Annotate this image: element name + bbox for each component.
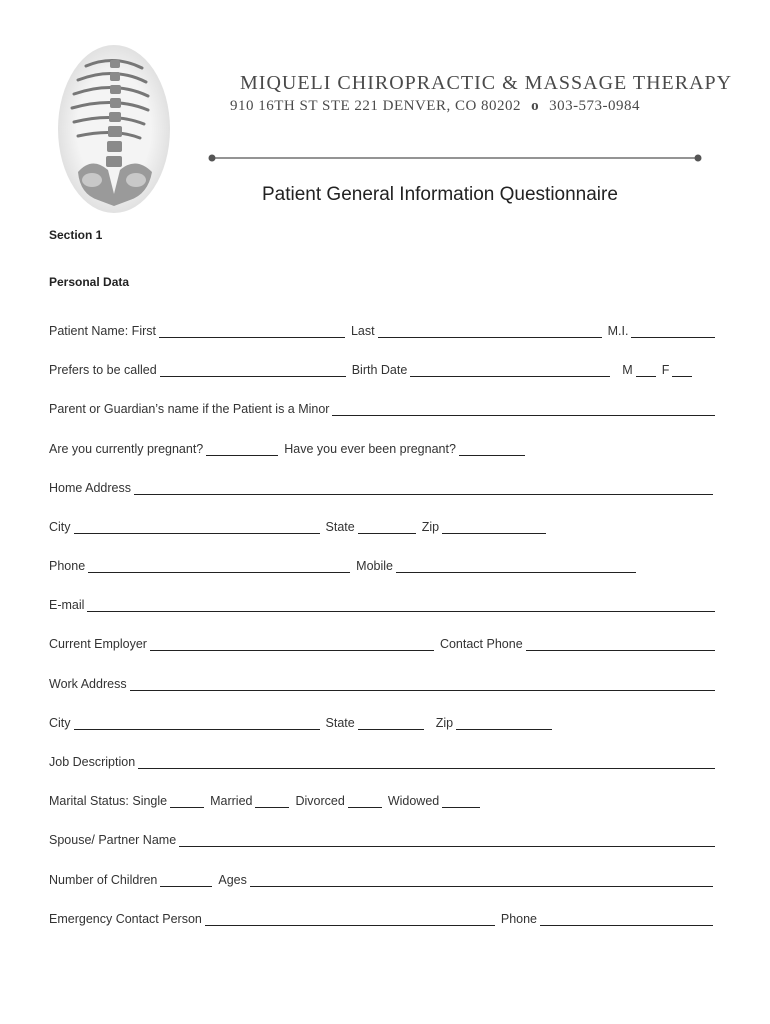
birth-date-label: Birth Date — [351, 363, 408, 377]
work-city-label: City — [49, 716, 71, 730]
emergency-label: Emergency Contact Person — [49, 912, 202, 926]
guardian-label: Parent or Guardian’s name if the Patient is a Minor — [49, 402, 330, 416]
ages-label: Ages — [218, 873, 247, 887]
marital-single-label: Marital Status: Single — [49, 794, 168, 808]
email-label: E-mail — [49, 598, 85, 612]
work-city-state-zip-row — [49, 712, 717, 730]
job-description-field[interactable] — [138, 755, 715, 769]
home-address-row — [49, 477, 717, 495]
patient-name-row — [49, 320, 717, 338]
spouse-label: Spouse/ Partner Name — [49, 833, 177, 847]
clinic-name: MIQUELI CHIROPRACTIC & MASSAGE THERAPY — [240, 72, 733, 94]
header-divider — [208, 154, 702, 162]
ages-field[interactable] — [250, 873, 713, 887]
clinic-phone: 303-573-0984 — [549, 98, 641, 114]
widowed-label: Widowed — [387, 794, 440, 808]
last-name-field[interactable] — [378, 324, 602, 338]
phone-field[interactable] — [88, 559, 350, 573]
separator-dot: o — [531, 98, 540, 114]
prefers-label: Prefers to be called — [49, 363, 157, 377]
guardian-row — [49, 398, 717, 416]
spouse-row — [49, 829, 717, 847]
work-address-row — [49, 673, 717, 691]
pregnant-now-field[interactable] — [206, 442, 278, 456]
employer-row — [49, 633, 717, 651]
last-name-label: Last — [350, 324, 375, 338]
sex-f-label: F — [661, 363, 670, 377]
emergency-row — [49, 908, 717, 926]
zip-label: Zip — [421, 520, 440, 534]
mobile-field[interactable] — [396, 559, 636, 573]
city-field[interactable] — [74, 520, 320, 534]
subsection-heading: Personal Data — [49, 275, 130, 289]
middle-initial-field[interactable] — [631, 324, 715, 338]
first-name-field[interactable] — [159, 324, 345, 338]
pregnant-ever-label: Have you ever been pregnant? — [284, 442, 456, 456]
email-row — [49, 594, 717, 612]
prefers-row — [49, 359, 717, 377]
prefers-field[interactable] — [160, 363, 346, 377]
married-label: Married — [210, 794, 253, 808]
work-state-label: State — [325, 716, 355, 730]
employer-field[interactable] — [150, 637, 434, 651]
email-field[interactable] — [87, 598, 715, 612]
home-address-label: Home Address — [49, 481, 131, 495]
clinic-address-line — [230, 98, 640, 115]
divorced-field[interactable] — [348, 794, 382, 808]
children-row — [49, 869, 717, 887]
employer-label: Current Employer — [49, 637, 147, 651]
marital-single-field[interactable] — [170, 794, 204, 808]
middle-initial-label: M.I. — [607, 324, 629, 338]
contact-phone-field[interactable] — [526, 637, 715, 651]
job-description-label: Job Description — [49, 755, 136, 769]
state-field[interactable] — [358, 520, 416, 534]
state-label: State — [325, 520, 355, 534]
emergency-phone-label: Phone — [500, 912, 538, 926]
city-label: City — [49, 520, 71, 534]
birth-date-field[interactable] — [410, 363, 610, 377]
work-address-label: Work Address — [49, 677, 127, 691]
work-address-field[interactable] — [130, 677, 715, 691]
marital-status-row — [49, 790, 717, 808]
section-heading: Section 1 — [49, 228, 103, 242]
work-state-field[interactable] — [358, 716, 424, 730]
spine-logo-image — [56, 44, 172, 214]
work-zip-field[interactable] — [456, 716, 552, 730]
sex-f-field[interactable] — [672, 363, 692, 377]
children-label: Number of Children — [49, 873, 158, 887]
city-state-zip-row — [49, 516, 717, 534]
first-name-label: Patient Name: First — [49, 324, 156, 338]
home-address-field[interactable] — [134, 481, 713, 495]
job-description-row — [49, 751, 717, 769]
work-zip-label: Zip — [435, 716, 454, 730]
married-field[interactable] — [255, 794, 289, 808]
work-city-field[interactable] — [74, 716, 320, 730]
pregnant-now-label: Are you currently pregnant? — [49, 442, 204, 456]
children-field[interactable] — [160, 873, 212, 887]
pregnant-ever-field[interactable] — [459, 442, 525, 456]
pregnancy-row — [49, 438, 717, 456]
emergency-field[interactable] — [205, 912, 495, 926]
divorced-label: Divorced — [295, 794, 345, 808]
mobile-label: Mobile — [356, 559, 393, 573]
widowed-field[interactable] — [442, 794, 480, 808]
emergency-phone-field[interactable] — [540, 912, 713, 926]
sex-m-field[interactable] — [636, 363, 656, 377]
guardian-field[interactable] — [332, 402, 715, 416]
spouse-field[interactable] — [179, 833, 715, 847]
phone-row — [49, 555, 717, 573]
phone-label: Phone — [49, 559, 86, 573]
clinic-address: 910 16TH ST STE 221 DENVER, CO 80202 — [230, 98, 522, 114]
contact-phone-label: Contact Phone — [439, 637, 523, 651]
sex-m-label: M — [622, 363, 633, 377]
page-title: Patient General Information Questionnaire — [262, 184, 618, 205]
zip-field[interactable] — [442, 520, 546, 534]
